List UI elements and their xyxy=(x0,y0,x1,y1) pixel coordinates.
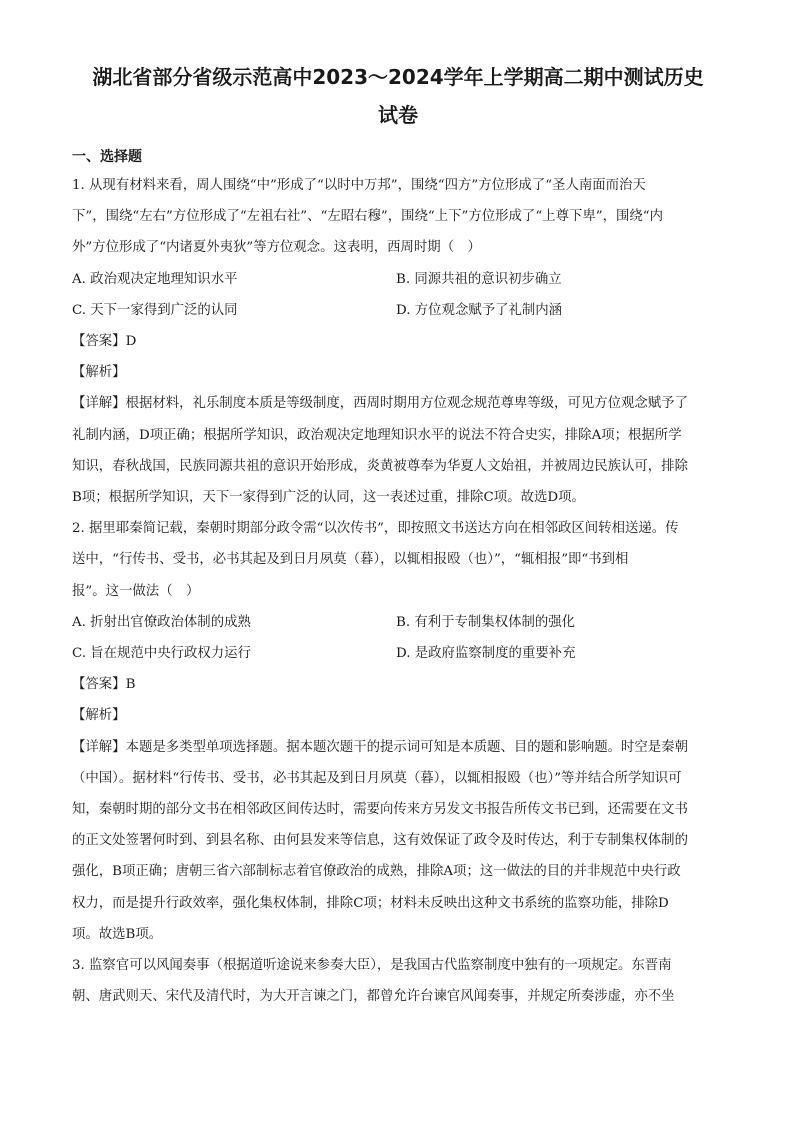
detail-line: 强化，B项正确；唐朝三省六部制标志着官僚政治的成熟，排除A项；这一做法的目的并非规范中央行政 xyxy=(72,864,681,880)
detail-line: 权力，而是提升行政效率，强化集权体制，排除C项；材料未反映出这种文书系统的监察功能，排除D xyxy=(72,895,669,911)
analysis-label: 【解析】 xyxy=(72,365,126,381)
option-row xyxy=(72,638,724,669)
document-page xyxy=(72,58,724,1012)
option-a: A. 折射出官僚政治体制的成熟 xyxy=(72,614,251,630)
question-2 xyxy=(72,513,724,950)
detail-label: 【详解】 xyxy=(72,739,126,755)
question-stem-line: 3. 监察官可以风闻奏事（根据道听途说来参奏大臣），是我国古代监察制度中独有的一项规定。东晋南 xyxy=(72,958,672,974)
document-title: 湖北省部分省级示范高中2023～2024学年上学期高二期中测试历史 xyxy=(92,65,704,89)
option-d: D. 是政府监察制度的重要补充 xyxy=(396,646,576,662)
question-3 xyxy=(72,950,724,1012)
option-c: C. 天下一家得到广泛的认同 xyxy=(72,302,238,318)
option-row xyxy=(72,264,724,295)
answer-label: 【答案】 xyxy=(72,334,126,350)
answer-line xyxy=(72,326,724,357)
option-c: C. 旨在规范中央行政权力运行 xyxy=(72,646,251,662)
answer-label: 【答案】 xyxy=(72,677,126,693)
question-stem-line: 送中，“行传书、受书，必书其起及到日月夙莫（暮），以辄相报殴（也）”，“辄相报”即“书到相 xyxy=(72,552,629,568)
detail-label: 【详解】 xyxy=(72,396,126,412)
detail-line xyxy=(72,732,724,763)
detail-line: 知，秦朝时期的部分文书在相邻政区间传达时，需要向传来方另发文书报告所传文书已到，还需要在文书 xyxy=(72,802,688,818)
question-stem-line: 2. 据里耶秦简记载，秦朝时期部分政令需“以次传书”，即按照文书送达方向在相邻政区间转相送递。传 xyxy=(72,521,679,537)
detail-text: 根据材料，礼乐制度本质是等级制度，西周时期用方位观念规范尊卑等级，可见方位观念赋予了 xyxy=(125,396,688,412)
detail-line xyxy=(72,388,724,419)
detail-line: 礼制内涵，D项正确；根据所学知识，政治观决定地理知识水平的说法不符合史实，排除A项；根据所学 xyxy=(72,427,682,443)
detail-line: 项。故选B项。 xyxy=(72,926,163,942)
answer-value: B xyxy=(125,677,136,693)
detail-text: 本题是多类型单项选择题。据本题次题干的提示词可知是本质题、目的题和影响题。时空是秦朝 xyxy=(125,739,688,755)
analysis-label: 【解析】 xyxy=(72,708,126,724)
question-stem-line: 1. 从现有材料来看，周人围绕“中”形成了“以时中万邦”，围绕“四方”方位形成了“圣人南面而治天 xyxy=(72,178,646,193)
question-stem-line: 朝、唐武则天、宋代及清代时，为大开言谏之门，都曾允许台谏官风闻奏事，并规定所奏涉虚，亦不坐 xyxy=(72,989,675,1005)
detail-line: 知识，春秋战国，民族同源共祖的意识开始形成，炎黄被尊奉为华夏人文始祖，并被周边民族认可，排除 xyxy=(72,458,688,474)
answer-value: D xyxy=(125,334,137,350)
option-b: B. 同源共祖的意识初步确立 xyxy=(396,271,562,287)
detail-line: B项；根据所学知识，天下一家得到广泛的认同，这一表述过重，排除C项。故选D项。 xyxy=(72,490,585,506)
detail-line: （中国）。据材料“行传书、受书，必书其起及到日月夙莫（暮），以辄相报殴（也）”等并结合所学知识可 xyxy=(72,770,682,786)
option-a: A. 政治观决定地理知识水平 xyxy=(72,271,238,287)
section-heading: 一、选择题 xyxy=(72,149,142,165)
option-b: B. 有利于专制集权体制的强化 xyxy=(396,614,576,630)
answer-line xyxy=(72,669,724,700)
option-row xyxy=(72,295,724,326)
option-d: D. 方位观念赋予了礼制内涵 xyxy=(396,302,563,318)
question-stem-line: 报”。这一做法（ ） xyxy=(72,583,200,599)
question-stem-line: 外”方位形成了“内诸夏外夷狄”等方位观念。这表明，西周时期（ ） xyxy=(72,240,481,256)
document-title-line2: 试卷 xyxy=(378,103,418,127)
question-stem-line: 下”，围绕“左右”方位形成了“左祖右社”、“左昭右穆”，围绕“上下”方位形成了“上尊下卑”，围绕“内 xyxy=(72,209,663,225)
option-row xyxy=(72,607,724,638)
detail-line: 的正文处签署何时到、到县名称、由何县发来等信息，这有效保证了政令及时传达，利于专制集权体制的 xyxy=(72,833,688,849)
question-1 xyxy=(72,170,724,513)
